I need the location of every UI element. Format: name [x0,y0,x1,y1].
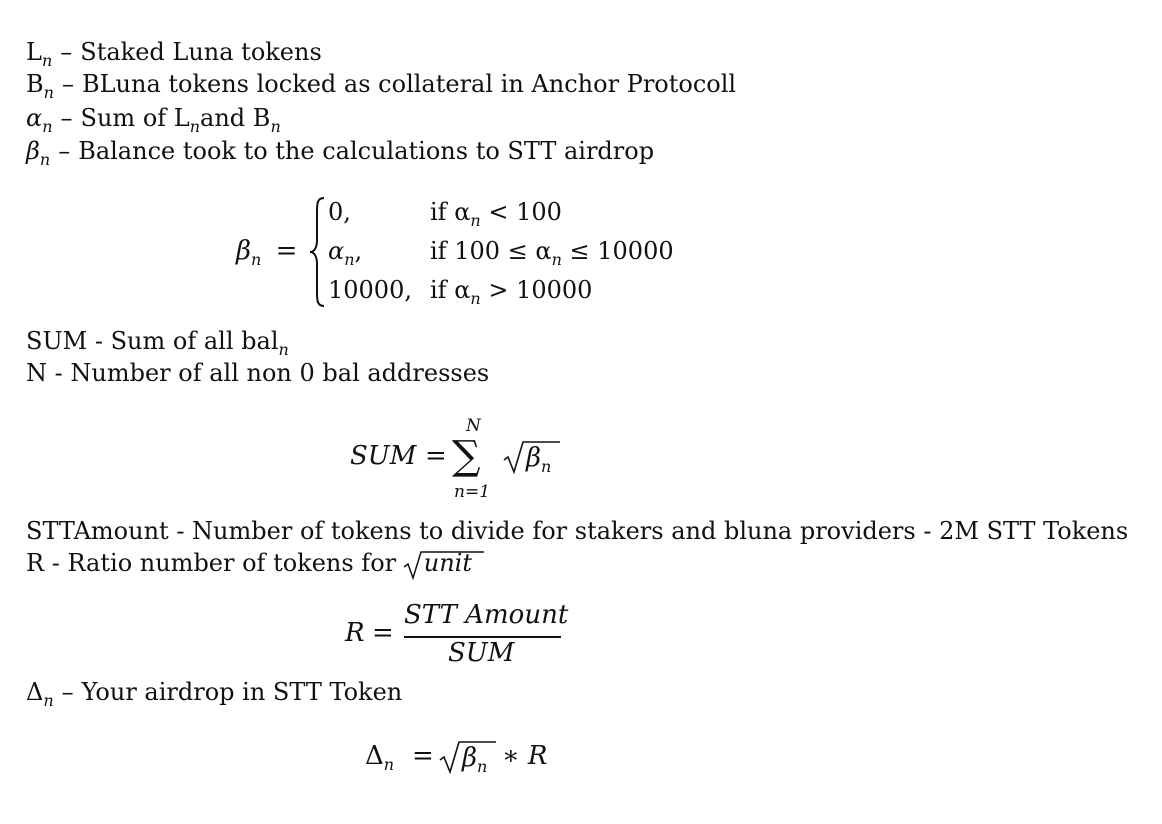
beta-description: Balance took to the calculations to STT airdrop [78,137,655,165]
ratio-numerator: STT Amount [404,600,569,630]
ratio-lhs: R [345,618,365,648]
row3-cond-pre: if α [430,276,471,304]
l-dash: – [60,38,73,66]
alpha-subscript: n [42,117,53,136]
piecewise-lhs [236,236,298,269]
r-radicand: unit [423,549,472,577]
piecewise-equals: = [275,236,298,266]
definition-stt-amount [26,515,1128,547]
sum-description-sub: n [278,340,289,359]
definition-alpha [26,102,281,134]
stt-amount-description: STTAmount - Number of tokens to divide for stakers and bluna providers - 2M STT Tokens [26,517,1129,545]
delta-formula-lhs [365,741,395,774]
alpha-symbol: α [26,104,43,132]
row2-value-sub: n [344,250,355,269]
alpha-description-b: and B [200,104,271,132]
row2-value-symbol: α [328,237,345,265]
row2-cond-sub: n [551,250,562,269]
beta-symbol: β [26,137,40,165]
delta-radicand-symbol: β [462,743,478,773]
sum-formula-equals: = [425,441,447,471]
r-sqrt-sign [404,550,484,580]
definition-r [26,547,472,579]
alpha-description-a: Sum of L [80,104,190,132]
delta-dash: – [61,678,74,706]
delta-formula-tail: ∗ R [502,741,548,771]
piecewise-row3-value: 10000, [328,276,412,304]
row2-cond-post: ≤ 10000 [561,237,674,265]
piecewise-row3-condition [430,276,593,308]
definition-sum [26,325,289,357]
definition-delta [26,676,402,708]
piecewise-row2-value [328,237,363,269]
delta-description: Your airdrop in STT Token [81,678,403,706]
alpha-description-sub1: n [189,117,201,136]
piecewise-brace [308,196,326,308]
definition-b [26,68,736,100]
delta-radicand [462,743,488,776]
definition-n [26,357,489,389]
ratio-denominator: SUM [448,638,515,668]
delta-formula-symbol: Δ [365,741,384,771]
delta-symbol: Δ [26,678,44,706]
piecewise-lhs-symbol: β [236,236,252,266]
r-description: R - Ratio number of tokens for [26,549,404,577]
l-subscript: n [41,51,53,70]
row2-value-post: , [354,237,363,265]
r-sqrt [404,547,472,579]
delta-formula-equals: = [412,741,434,771]
alpha-dash: – [60,104,73,132]
delta-subscript: n [43,691,54,710]
definition-l [26,36,322,68]
sigma-symbol: ∑ [452,433,481,479]
delta-formula-sub: n [383,755,395,774]
sum-radicand-symbol: β [526,443,542,473]
sum-description: SUM - Sum of all bal [26,327,279,355]
b-symbol: B [26,70,44,98]
b-subscript: n [43,83,54,102]
sum-upper-limit: N [466,416,481,436]
row1-cond-pre: if α [430,198,471,226]
l-description: Staked Luna tokens [80,38,322,66]
beta-subscript: n [39,150,51,169]
row3-cond-post: > 10000 [480,276,593,304]
piecewise-row2-condition [430,237,674,269]
sum-formula-lhs: SUM [350,441,417,471]
sum-lower-limit: n=1 [454,482,491,502]
piecewise-row1-value: 0, [328,198,351,226]
n-description: N - Number of all non 0 bal addresses [26,359,490,387]
definition-beta [26,135,654,167]
beta-dash: – [58,137,71,165]
delta-radicand-sub: n [477,757,488,776]
alpha-description-sub2: n [270,117,281,136]
row3-cond-sub: n [470,289,481,308]
row1-cond-sub: n [470,211,481,230]
piecewise-lhs-subscript: n [251,250,262,269]
row1-cond-post: < 100 [480,198,562,226]
row2-cond-pre: if 100 ≤ α [430,237,552,265]
l-symbol: L [26,38,42,66]
b-description: BLuna tokens locked as collateral in Anchor Protocoll [81,70,737,98]
ratio-equals: = [372,618,394,648]
b-dash: – [61,70,74,98]
sum-radicand [526,443,552,476]
piecewise-row1-condition [430,198,562,230]
sum-radicand-sub: n [541,457,552,476]
